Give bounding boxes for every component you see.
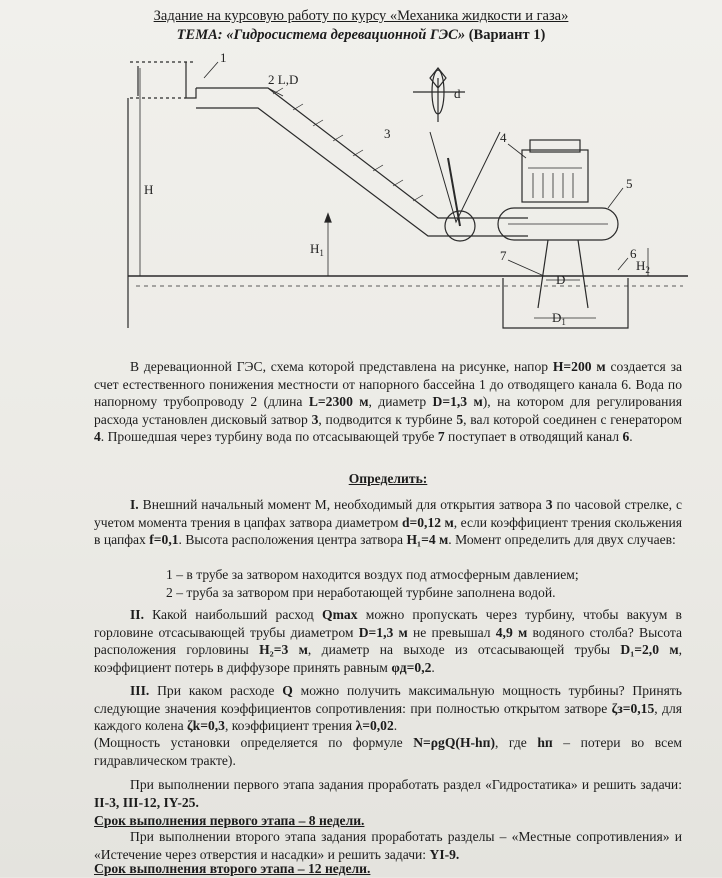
document-title: Задание на курсовую работу по курсу «Механика жидкости и газа»: [153, 8, 569, 24]
leader-4: [508, 144, 526, 158]
label-7: 7: [500, 248, 507, 263]
topic-text: «Гидросистема деревационной ГЭС»: [226, 27, 466, 43]
task-1-case-2: 2 – труба за затвором при неработающей турбине заполнена водой.: [166, 585, 556, 600]
determine-heading: Определить:: [348, 471, 428, 486]
label-H1: $H_1$: [310, 241, 324, 258]
leader-6: [618, 258, 628, 270]
stage-1-text: При выполнении первого этапа задания проработать раздел «Гидростатика» и решить задачи: II-3, III-12, IY-25.: [94, 777, 682, 810]
task-3-note: (Мощность установки определяется по формуле N=ρgQ(H-hп), где hп – потери во всем гидравлическом тракте).: [94, 735, 682, 768]
stage-2-text: При выполнении второго этапа задания проработать разделы – «Местные сопротивления» и «Истечение через отверстия и насадки» и решить задачи: YI-9.: [94, 829, 682, 862]
label-D: D: [556, 272, 566, 287]
variant-text: (Вариант 1): [468, 27, 546, 43]
label-D1: $D_1$: [552, 310, 566, 327]
basin-outlet: [186, 62, 196, 98]
label-6: 6: [630, 246, 637, 261]
topic-label: ТЕМА:: [176, 27, 223, 43]
label-2: 2 L,D: [268, 72, 299, 87]
label-4: 4: [500, 130, 507, 145]
label-5: 5: [626, 176, 633, 191]
leader-7: [508, 260, 544, 276]
leader-5: [608, 188, 623, 208]
stage-1-deadline: Срок выполнения первого этапа – 8 недели.: [94, 813, 365, 828]
penstock-hatching: [273, 88, 423, 201]
label-d: d: [454, 86, 461, 101]
intro-paragraph: В деревационной ГЭС, схема которой представлена на рисунке, напор H=200 м создается за счет естественного понижения местности от напорного бассейна 1 до отводящего канала 6. Вода по напорному трубопроводу 2 (длина L=2300 м, диаметр D=1,3 м), на котором для регулирования расхода установлен дисковый затвор 3, подводится к турбине 5, вал которой соединен с генератором 4. Прошедшая через турбину вода по отсасывающей трубе 7 поступает в отводящий канал 6.: [94, 359, 682, 445]
task-3: III. При каком расходе Q можно получить максимальную мощность турбины? Принять следующие значения коэффициентов сопротивления: при полностью открытом затворе ζз=0,15, для каждого колена ζk=0,3, коэффициент трения λ=0,02.: [94, 683, 683, 734]
task-1-case-1: 1 – в трубе за затвором находится воздух под атмосферным давлением;: [166, 567, 579, 582]
dim-H1-arrow: [325, 214, 331, 222]
task-2: II. Какой наибольший расход Qmax можно пропускать через турбину, чтобы вакуум в горловине отсасывающей трубы диаметром D=1,3 м не превышал 4,9 м водяного столба? Высота расположения горловины H₂=3 м, диаметр на выходе из отсасывающей трубы D₁=2,0 м, коэффициент потерь в диффузоре принять равным φд=0,2.: [94, 607, 683, 675]
label-3: 3: [384, 126, 391, 141]
label-H2: $H_2$: [636, 258, 650, 275]
valve-leader-lines: [430, 132, 500, 222]
label-1: 1: [220, 50, 227, 65]
label-H: H: [144, 182, 154, 197]
generator-stripes: [528, 168, 582, 198]
leader-1: [204, 62, 218, 78]
stage-2-deadline: Срок выполнения второго этапа – 12 недели.: [94, 861, 371, 876]
penstock-bottom: [196, 108, 528, 236]
hydrosystem-diagram: [108, 48, 688, 348]
task-1: I. Внешний начальный момент М, необходимый для открытия затвора 3 по часовой стрелке, с учетом момента трения в цапфах затвора диаметром d=0,12 м, если коэффициент трения скольжения в цапфах f=0,1. Высота расположения центра затвора H₁=4 м. Момент определить для двух случаев:: [94, 497, 683, 548]
generator-body: [522, 150, 588, 202]
document-topic: [0, 27, 722, 44]
